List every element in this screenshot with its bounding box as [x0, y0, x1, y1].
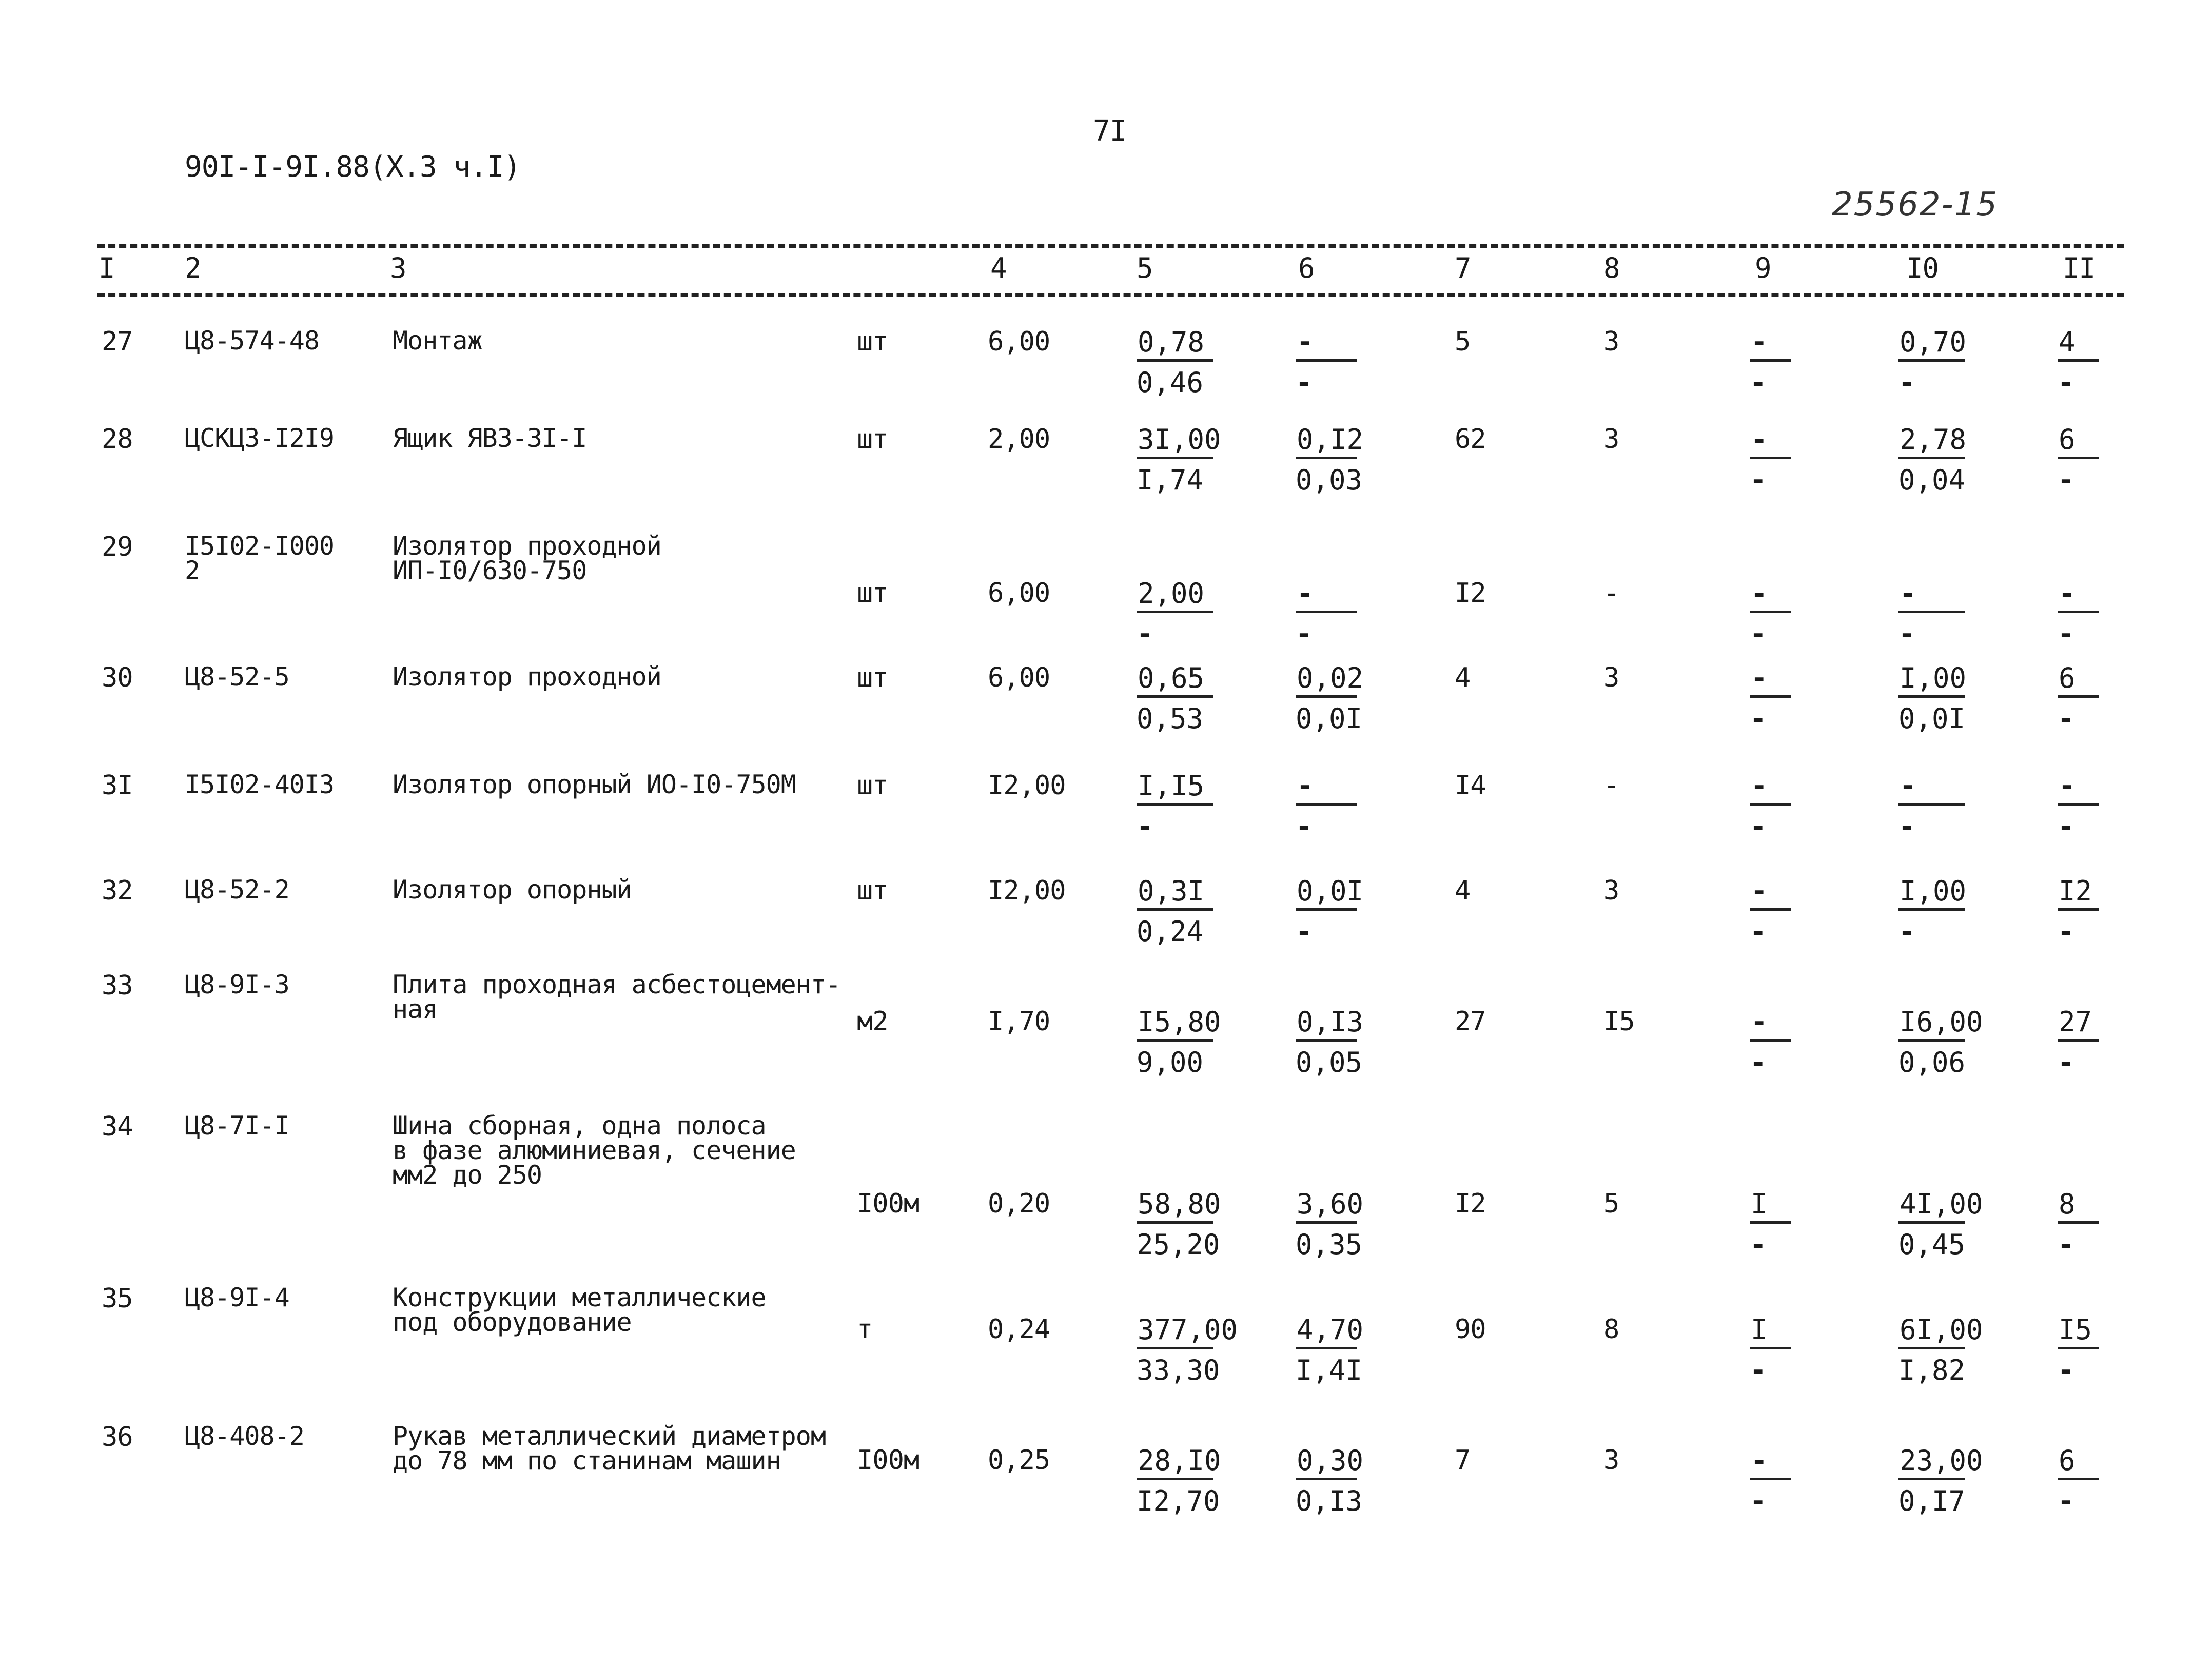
c9-denominator: -: [1750, 464, 1767, 496]
c9-numerator: -: [1750, 328, 1791, 362]
fraction-c11: [2058, 664, 2099, 733]
row-unit: шт: [857, 424, 888, 455]
c5-denominator: -: [1137, 618, 1153, 650]
col-header-11: II: [2063, 252, 2096, 284]
row-name: Плита проходная асбестоцемент- ная: [393, 970, 841, 1024]
fraction-c9: [1750, 423, 1791, 496]
fraction-c11: [2058, 577, 2099, 650]
c6-denominator: 0,35: [1296, 1228, 1363, 1261]
row-code: Ц8-574-48: [185, 326, 319, 356]
c5-numerator: 58,80: [1137, 1190, 1213, 1224]
fraction-c5: [1137, 328, 1213, 397]
row-col7: 7: [1455, 1445, 1471, 1476]
fraction-c9: [1750, 772, 1791, 840]
fraction-c9: [1750, 577, 1791, 650]
c10-numerator: I6,00: [1898, 1008, 1965, 1042]
col-header-6: 6: [1298, 252, 1315, 284]
c9-numerator: -: [1750, 877, 1791, 911]
row-quantity: 6,00: [988, 326, 1050, 357]
c11-denominator: -: [2058, 702, 2074, 735]
c11-denominator: -: [2058, 1228, 2074, 1261]
row-code: Ц8-7I-I: [185, 1111, 289, 1141]
fraction-c10: [1898, 1188, 1983, 1261]
c11-numerator: -: [2058, 580, 2099, 613]
row-code: Ц8-9I-3: [185, 970, 289, 999]
fraction-c5: [1137, 1444, 1221, 1517]
c10-numerator: 23,00: [1898, 1447, 1965, 1480]
row-name: Рукав металлический диаметром до 78 мм по станинам машин: [393, 1421, 826, 1476]
c6-numerator: 0,I3: [1296, 1008, 1357, 1042]
row-unit: шт: [857, 578, 888, 609]
handwritten-stamp-number: 25562-15: [1832, 186, 1999, 224]
col-header-2: 2: [185, 252, 201, 284]
c9-denominator: -: [1750, 618, 1767, 650]
c5-denominator: 25,20: [1137, 1228, 1220, 1261]
row-col7: I2: [1455, 1188, 1486, 1219]
c5-denominator: 0,24: [1137, 915, 1204, 948]
fraction-c9: [1750, 1444, 1791, 1517]
fraction-c10: [1898, 1444, 1983, 1517]
fraction-c6: [1296, 662, 1364, 735]
row-col8: 3: [1603, 875, 1619, 906]
row-name: Шина сборная, одна полоса в фазе алюминиевая, сечение мм2 до 250: [393, 1111, 796, 1190]
col-header-3: 3: [390, 252, 406, 284]
c9-numerator: I: [1750, 1316, 1791, 1349]
c9-denominator: -: [1750, 1046, 1767, 1079]
document-code: 90I-I-9I.88(X.3 ч.I): [185, 150, 521, 184]
c6-denominator: I,4I: [1296, 1354, 1363, 1386]
col-header-5: 5: [1137, 252, 1153, 284]
row-quantity: 2,00: [988, 424, 1050, 455]
c6-numerator: -: [1296, 580, 1357, 613]
c11-numerator: I2: [2058, 877, 2099, 911]
c9-numerator: -: [1750, 772, 1791, 806]
c6-denominator: 0,0I: [1296, 702, 1363, 735]
row-unit: шт: [857, 875, 888, 906]
c6-denominator: -: [1296, 618, 1313, 650]
c11-denominator: -: [2058, 810, 2074, 842]
c11-numerator: 6: [2058, 426, 2099, 459]
c11-numerator: I5: [2058, 1316, 2099, 1349]
c10-denominator: -: [1898, 915, 1915, 948]
c6-denominator: -: [1296, 915, 1313, 948]
row-code: ЦСКЦЗ-I2I9: [185, 423, 335, 453]
row-col8: I5: [1603, 1006, 1635, 1037]
row-unit: шт: [857, 662, 888, 693]
c10-denominator: 0,I7: [1898, 1485, 1966, 1517]
row-number: 34: [102, 1111, 133, 1142]
c6-numerator: 0,I2: [1296, 426, 1357, 459]
row-code: I5I02-I000 2: [185, 531, 335, 585]
c9-numerator: -: [1750, 580, 1791, 613]
row-col7: 27: [1455, 1006, 1486, 1037]
c10-numerator: I,00: [1898, 664, 1965, 698]
c11-denominator: -: [2058, 915, 2074, 948]
c10-denominator: -: [1898, 618, 1915, 650]
fraction-c11: [2058, 772, 2099, 840]
c9-denominator: -: [1750, 810, 1767, 842]
c6-denominator: 0,05: [1296, 1046, 1363, 1079]
fraction-c9: [1750, 1190, 1791, 1259]
col-header-9: 9: [1755, 252, 1771, 284]
c5-numerator: 28,I0: [1137, 1447, 1213, 1480]
fraction-c11: [2058, 1316, 2099, 1384]
c10-denominator: -: [1898, 366, 1915, 399]
c10-denominator: 0,0I: [1898, 702, 1966, 735]
row-unit: I00м: [857, 1445, 919, 1476]
c11-denominator: -: [2058, 1354, 2074, 1386]
fraction-c11: [2058, 1190, 2099, 1259]
row-col8: 3: [1603, 326, 1619, 357]
row-name: Конструкции металлические под оборудование: [393, 1283, 766, 1337]
header-top-rule: [97, 244, 2124, 248]
c5-denominator: 33,30: [1137, 1354, 1220, 1386]
row-code: Ц8-9I-4: [185, 1283, 289, 1312]
c6-numerator: -: [1296, 772, 1357, 806]
row-number: 27: [102, 326, 133, 357]
c10-numerator: 4I,00: [1898, 1190, 1965, 1224]
c10-numerator: I,00: [1898, 877, 1965, 911]
c6-denominator: -: [1296, 366, 1313, 399]
c5-numerator: 0,78: [1137, 328, 1213, 362]
row-name: Изолятор опорный ИО-I0-750М: [393, 770, 796, 799]
c5-numerator: 3I,00: [1137, 426, 1213, 459]
c6-numerator: 0,02: [1296, 664, 1357, 698]
row-number: 3I: [102, 770, 133, 801]
header-bottom-rule: [97, 293, 2124, 297]
col-header-4: 4: [990, 252, 1007, 284]
c9-denominator: -: [1750, 1485, 1767, 1517]
c5-numerator: I5,80: [1137, 1008, 1213, 1042]
c9-denominator: -: [1750, 1354, 1767, 1386]
fraction-c6: [1296, 772, 1357, 840]
row-number: 29: [102, 532, 133, 562]
row-quantity: 0,20: [988, 1188, 1050, 1219]
row-col7: 4: [1455, 662, 1471, 693]
c5-denominator: I,74: [1137, 464, 1204, 496]
row-quantity: I2,00: [988, 770, 1066, 801]
row-col7: 4: [1455, 875, 1471, 906]
fraction-c6: [1296, 328, 1357, 397]
row-quantity: 6,00: [988, 578, 1050, 609]
c10-denominator: 0,06: [1898, 1046, 1966, 1079]
fraction-c10: [1898, 664, 1965, 733]
row-number: 33: [102, 970, 133, 1001]
c10-denominator: I,82: [1898, 1354, 1966, 1386]
c5-numerator: 377,00: [1137, 1316, 1213, 1349]
fraction-c5: [1137, 1006, 1221, 1079]
col-header-7: 7: [1455, 252, 1471, 284]
row-number: 32: [102, 875, 133, 906]
c11-denominator: -: [2058, 1046, 2074, 1079]
row-col8: -: [1603, 578, 1619, 609]
c9-numerator: -: [1750, 664, 1791, 698]
row-unit: I00м: [857, 1188, 919, 1219]
c6-numerator: 0,0I: [1296, 877, 1357, 911]
c5-numerator: 2,00: [1137, 580, 1213, 613]
row-number: 28: [102, 424, 133, 455]
row-name: Монтаж: [393, 326, 482, 356]
row-col7: 5: [1455, 326, 1471, 357]
c6-denominator: 0,03: [1296, 464, 1363, 496]
c10-numerator: -: [1898, 580, 1965, 613]
fraction-c10: [1898, 328, 1965, 397]
fraction-c5: [1137, 772, 1213, 840]
fraction-c5: [1137, 423, 1221, 496]
row-name: Изолятор проходной ИП-I0/630-750: [393, 531, 661, 585]
c6-denominator: -: [1296, 810, 1313, 842]
fraction-c10: [1898, 772, 1965, 840]
fraction-c11: [2058, 1006, 2099, 1079]
row-col8: 5: [1603, 1188, 1619, 1219]
fraction-c5: [1137, 1314, 1238, 1386]
row-col7: 62: [1455, 424, 1486, 455]
c11-numerator: -: [2058, 772, 2099, 806]
row-unit: шт: [857, 770, 888, 801]
c10-numerator: 2,78: [1898, 426, 1965, 459]
fraction-c9: [1750, 328, 1791, 397]
c10-denominator: 0,45: [1898, 1228, 1966, 1261]
c10-denominator: 0,04: [1898, 464, 1966, 496]
row-name: Ящик ЯВЗ-3I-I: [393, 423, 587, 453]
c9-numerator: -: [1750, 426, 1791, 459]
fraction-c5: [1137, 664, 1213, 733]
fraction-c10: [1898, 423, 1967, 496]
row-name: Изолятор опорный: [393, 875, 632, 905]
row-col8: -: [1603, 770, 1619, 801]
row-col8: 3: [1603, 662, 1619, 693]
c6-denominator: 0,I3: [1296, 1485, 1363, 1517]
row-col8: 3: [1603, 1445, 1619, 1476]
row-code: I5I02-40I3: [185, 770, 335, 799]
c11-denominator: -: [2058, 464, 2074, 496]
c11-numerator: 4: [2058, 328, 2099, 362]
fraction-c6: [1296, 875, 1364, 948]
col-header-10: I0: [1906, 252, 1939, 284]
row-quantity: I,70: [988, 1006, 1050, 1037]
c9-numerator: I: [1750, 1190, 1791, 1224]
c11-denominator: -: [2058, 366, 2074, 399]
row-code: Ц8-52-5: [185, 662, 289, 692]
fraction-c6: [1296, 423, 1364, 496]
c9-numerator: -: [1750, 1447, 1791, 1480]
fraction-c6: [1296, 577, 1357, 650]
fraction-c9: [1750, 664, 1791, 733]
c6-numerator: 3,60: [1296, 1190, 1357, 1224]
c6-numerator: -: [1296, 328, 1357, 362]
c5-denominator: 0,46: [1137, 366, 1204, 399]
row-col8: 3: [1603, 424, 1619, 455]
fraction-c6: [1296, 1006, 1364, 1079]
row-quantity: 6,00: [988, 662, 1050, 693]
c9-denominator: -: [1750, 366, 1767, 399]
fraction-c6: [1296, 1444, 1364, 1517]
c5-denominator: 9,00: [1137, 1046, 1204, 1079]
row-quantity: I2,00: [988, 875, 1066, 906]
col-header-1: I: [99, 252, 115, 284]
c11-numerator: 6: [2058, 1447, 2099, 1480]
fraction-c9: [1750, 1316, 1791, 1384]
row-quantity: 0,24: [988, 1314, 1050, 1345]
fraction-c10: [1898, 1314, 1983, 1386]
c11-numerator: 8: [2058, 1190, 2099, 1224]
row-number: 35: [102, 1283, 133, 1314]
row-code: Ц8-408-2: [185, 1421, 304, 1451]
c10-numerator: 6I,00: [1898, 1316, 1965, 1349]
c11-numerator: 6: [2058, 664, 2099, 698]
c5-denominator: I2,70: [1137, 1485, 1220, 1517]
c9-denominator: -: [1750, 702, 1767, 735]
c10-denominator: -: [1898, 810, 1915, 842]
c10-numerator: 0,70: [1898, 328, 1965, 362]
c5-denominator: -: [1137, 810, 1153, 842]
c9-denominator: -: [1750, 915, 1767, 948]
c9-numerator: -: [1750, 1008, 1791, 1042]
c5-numerator: I,I5: [1137, 772, 1213, 806]
fraction-c5: [1137, 577, 1213, 650]
c11-numerator: 27: [2058, 1008, 2099, 1042]
fraction-c9: [1750, 877, 1791, 946]
row-col8: 8: [1603, 1314, 1619, 1345]
fraction-c6: [1296, 1314, 1364, 1386]
row-unit: м2: [857, 1006, 888, 1037]
c9-denominator: -: [1750, 1228, 1767, 1261]
fraction-c5: [1137, 1188, 1221, 1261]
c5-numerator: 0,65: [1137, 664, 1213, 698]
page-number: 7I: [1093, 114, 1127, 148]
fraction-c10: [1898, 1006, 1983, 1079]
fraction-c10: [1898, 877, 1965, 946]
c5-denominator: 0,53: [1137, 702, 1204, 735]
row-unit: шт: [857, 326, 888, 357]
fraction-c11: [2058, 1444, 2099, 1517]
row-col7: I2: [1455, 578, 1486, 609]
fraction-c10: [1898, 577, 1965, 650]
c6-numerator: 4,70: [1296, 1316, 1357, 1349]
fraction-c6: [1296, 1188, 1364, 1261]
c11-denominator: -: [2058, 618, 2074, 650]
row-unit: т: [857, 1314, 873, 1345]
c6-numerator: 0,30: [1296, 1447, 1357, 1480]
row-number: 30: [102, 662, 133, 693]
fraction-c11: [2058, 328, 2099, 397]
row-quantity: 0,25: [988, 1445, 1050, 1476]
c5-numerator: 0,3I: [1137, 877, 1213, 911]
row-name: Изолятор проходной: [393, 662, 661, 692]
c10-numerator: -: [1898, 772, 1965, 806]
row-code: Ц8-52-2: [185, 875, 289, 905]
fraction-c5: [1137, 877, 1213, 946]
row-col7: 90: [1455, 1314, 1486, 1345]
fraction-c11: [2058, 423, 2099, 496]
col-header-8: 8: [1603, 252, 1620, 284]
row-number: 36: [102, 1422, 133, 1453]
fraction-c9: [1750, 1006, 1791, 1079]
row-col7: I4: [1455, 770, 1486, 801]
fraction-c11: [2058, 877, 2099, 946]
c11-denominator: -: [2058, 1485, 2074, 1517]
